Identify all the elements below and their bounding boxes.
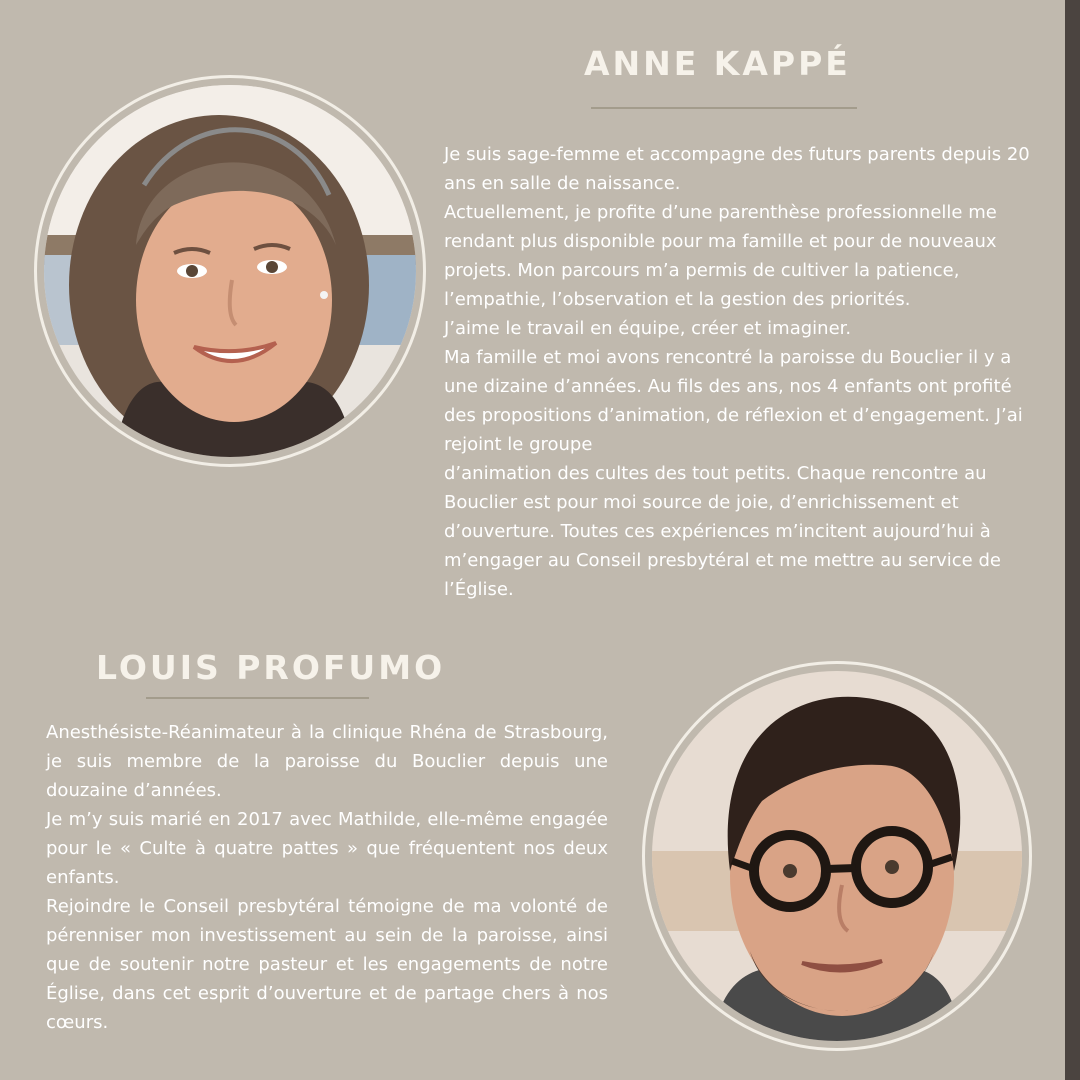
bio-paragraph: Anesthésiste-Réanimateur à la clinique Rhéna de Strasbourg, je suis membre de la paroisse du Bouclier depuis une douzaine d’années. [46, 722, 608, 801]
bio-paragraph: Ma famille et moi avons rencontré la paroisse du Bouclier il y a une dizaine d’années. Au fils des ans, nos 4 enfants ont profité des propositions d’animation, de réflexion et d’engagement. J’ai rejoint le groupe [444, 347, 1023, 455]
right-edge-bar [1065, 0, 1080, 1080]
divider [146, 697, 369, 699]
profile-name: ANNE KAPPÉ [584, 44, 851, 83]
bio-paragraph: J’aime le travail en équipe, créer et imaginer. [444, 318, 852, 339]
divider [591, 107, 857, 109]
bio-paragraph: Actuellement, je profite d’une parenthèse professionnelle me rendant plus disponible pour ma famille et pour de nouveaux projets. Mon parcours m’a permis de cultiver la patience, l’empathie, l’observation et la gestion des priorités. [444, 202, 997, 310]
bio-paragraph: Rejoindre le Conseil presbytéral témoigne de ma volonté de pérenniser mon investissement au sein de la paroisse, ainsi que de soutenir notre pasteur et les engagements de notre Église, dans cet esprit d’ouverture et de partage chers à nos cœurs. [46, 896, 608, 1033]
bio-paragraph: d’animation des cultes des tout petits. Chaque rencontre au Bouclier est pour moi source de joie, d’enrichissement et d’ouverture. Toutes ces expériences m’incitent aujourd’hui à m’engager au Conseil presbytéral et me mettre au service de l’Église. [444, 463, 1001, 600]
bio-paragraph: Je m’y suis marié en 2017 avec Mathilde, elle-même engagée pour le « Culte à quatre pattes » que fréquentent nos deux enfants. [46, 809, 608, 888]
profile-bio [46, 718, 608, 1037]
profile-name: LOUIS PROFUMO [96, 648, 446, 687]
profile-bio [444, 140, 1044, 604]
portrait-man-icon [652, 671, 1022, 1041]
bio-paragraph: Je suis sage-femme et accompagne des futurs parents depuis 20 ans en salle de naissance. [444, 144, 1030, 194]
portrait-woman-icon [44, 85, 416, 457]
